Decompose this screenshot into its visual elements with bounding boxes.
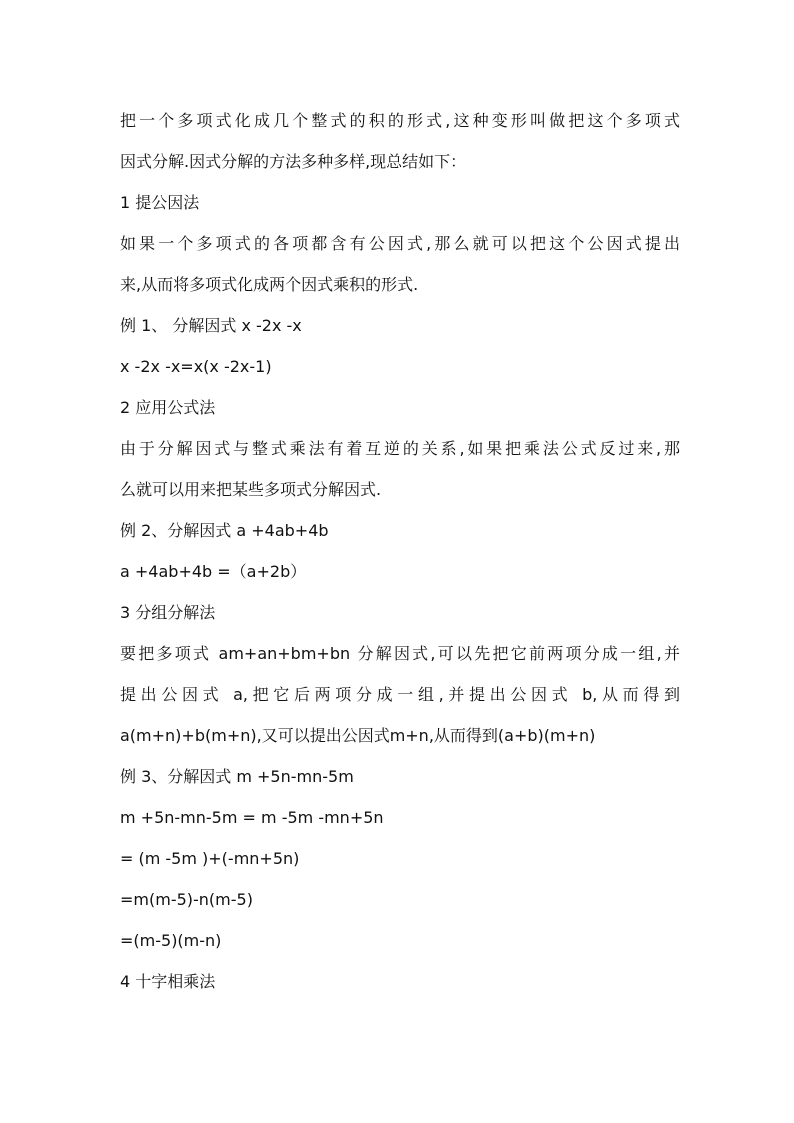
section-heading-3: 3 分组分解法 <box>120 603 216 622</box>
example-3-step-3: =m(m-5)-n(m-5) <box>120 890 253 909</box>
section-2-text-line-1: 由于分解因式与整式乘法有着互逆的关系,如果把乘法公式反过来,那 <box>120 439 680 458</box>
example-2-solution: a +4ab+4b =（a+2b） <box>120 562 307 581</box>
section-3-text-line-2: 提出公因式 a,把它后两项分成一组,并提出公因式 b,从而得到 <box>120 685 680 704</box>
section-3-text-line-1: 要把多项式 am+an+bm+bn 分解因式,可以先把它前两项分成一组,并 <box>120 644 680 663</box>
example-3-step-2: = (m -5m )+(-mn+5n) <box>120 849 300 868</box>
example-3-title: 例 3、分解因式 m +5n-mn-5m <box>120 767 354 786</box>
example-3-step-1: m +5n-mn-5m = m -5m -mn+5n <box>120 808 384 827</box>
example-2-title: 例 2、分解因式 a +4ab+4b <box>120 521 329 540</box>
paragraph-intro-line-2: 因式分解.因式分解的方法多种多样,现总结如下： <box>120 152 467 171</box>
section-1-text-line-1: 如果一个多项式的各项都含有公因式,那么就可以把这个公因式提出 <box>120 234 680 253</box>
section-2-text-line-2: 么就可以用来把某些多项式分解因式. <box>120 480 382 499</box>
example-1-solution: x -2x -x=x(x -2x-1) <box>120 357 272 376</box>
example-1-title: 例 1、 分解因式 x -2x -x <box>120 316 302 335</box>
example-3-step-4: =(m-5)(m-n) <box>120 931 222 950</box>
document-body <box>120 100 680 1002</box>
section-3-text-line-3: a(m+n)+b(m+n),又可以提出公因式m+n,从而得到(a+b)(m+n) <box>120 726 596 745</box>
section-heading-2: 2 应用公式法 <box>120 398 216 417</box>
section-heading-1: 1 提公因法 <box>120 193 200 212</box>
paragraph-intro-line-1: 把一个多项式化成几个整式的积的形式,这种变形叫做把这个多项式 <box>120 111 680 130</box>
section-heading-4: 4 十字相乘法 <box>120 972 216 991</box>
section-1-text-line-2: 来,从而将多项式化成两个因式乘积的形式. <box>120 275 419 294</box>
